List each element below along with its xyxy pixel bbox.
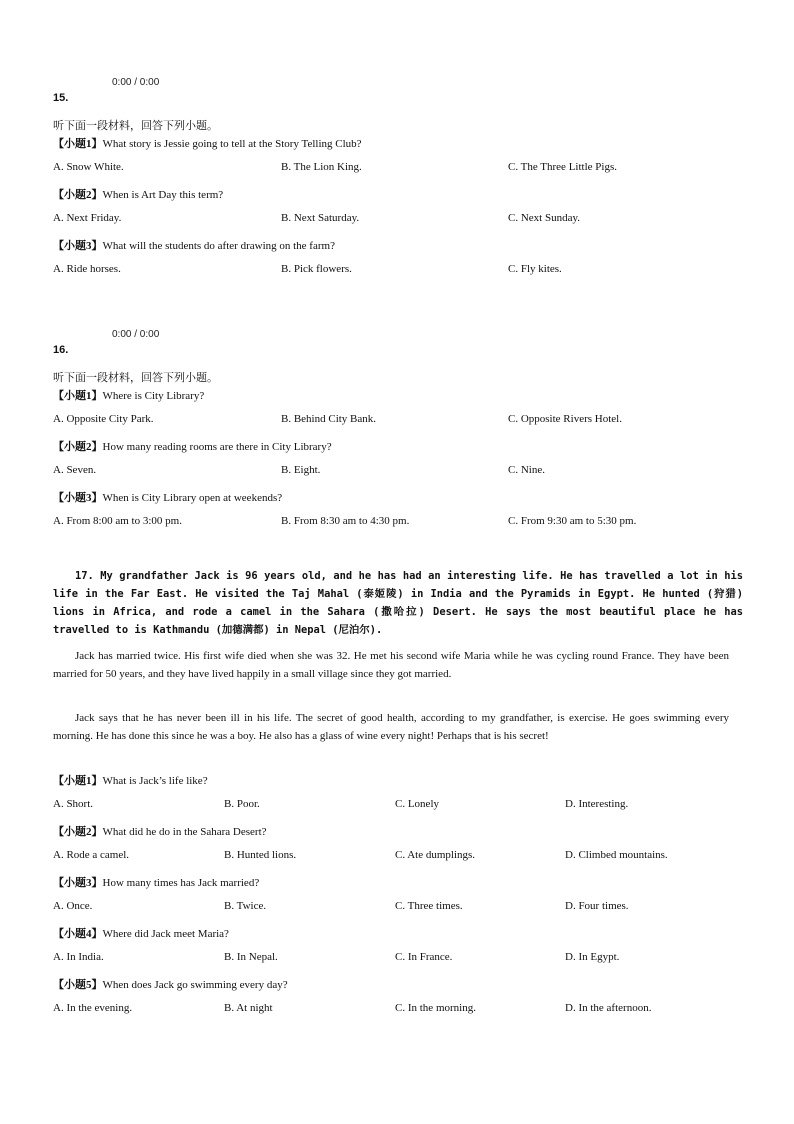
option-a[interactable]: A. Snow White. — [53, 161, 124, 173]
sub-question-text: When is Art Day this term? — [102, 189, 224, 201]
option-b[interactable]: B. The Lion King. — [281, 161, 362, 173]
sub-question-text: When is City Library open at weekends? — [102, 492, 283, 504]
sub-question-text: What is Jack’s life like? — [102, 775, 208, 787]
instruction: 听下面一段材料，回答下列小题。 — [53, 120, 218, 132]
option-c[interactable]: C. From 9:30 am to 5:30 pm. — [508, 515, 637, 527]
sub-question-tag: 【小题2】 — [53, 826, 103, 838]
audio-time: 0:00 / 0:00 — [112, 329, 160, 340]
option-a[interactable]: A. From 8:00 am to 3:00 pm. — [53, 515, 182, 527]
sub-question-text: Where did Jack meet Maria? — [102, 928, 229, 940]
option-d[interactable]: D. In Egypt. — [565, 951, 620, 963]
sub-question — [53, 925, 229, 941]
sub-question-tag: 【小题3】 — [53, 240, 103, 252]
sub-question-tag: 【小题4】 — [53, 928, 103, 940]
option-c[interactable]: C. Three times. — [395, 900, 463, 912]
sub-question-text: When does Jack go swimming every day? — [102, 979, 288, 991]
option-c[interactable]: C. Next Sunday. — [508, 212, 581, 224]
sub-question-tag: 【小题3】 — [53, 877, 103, 889]
option-c[interactable]: C. Nine. — [508, 464, 545, 476]
sub-question-text: How many reading rooms are there in City Library? — [102, 441, 332, 453]
option-c[interactable]: C. In France. — [395, 951, 453, 963]
sub-question-text: How many times has Jack married? — [102, 877, 260, 889]
sub-question-tag: 【小题3】 — [53, 492, 103, 504]
sub-question-text: What story is Jessie going to tell at the Story Telling Club? — [102, 138, 362, 150]
sub-question — [53, 438, 332, 454]
question-number: 15. — [53, 92, 69, 104]
sub-question-tag: 【小题1】 — [53, 775, 103, 787]
option-a[interactable]: A. Short. — [53, 798, 94, 810]
option-b[interactable]: B. Next Saturday. — [281, 212, 360, 224]
sub-question — [53, 823, 267, 839]
sub-question-tag: 【小题2】 — [53, 189, 103, 201]
passage-paragraph-2: Jack has married twice. His first wife died when she was 32. He met his second wife Maria while he was cycling round France. They have been married for 50 years, and they have lived happily in a small village since they got married. — [53, 650, 729, 680]
option-b[interactable]: B. Poor. — [224, 798, 260, 810]
option-c[interactable]: C. Ate dumplings. — [395, 849, 476, 861]
sub-question — [53, 186, 223, 202]
option-a[interactable]: A. Ride horses. — [53, 263, 121, 275]
sub-question — [53, 874, 259, 890]
instruction: 听下面一段材料，回答下列小题。 — [53, 372, 218, 384]
option-d[interactable]: D. Climbed mountains. — [565, 849, 668, 861]
option-a[interactable]: A. Opposite City Park. — [53, 413, 154, 425]
sub-question — [53, 489, 282, 505]
option-b[interactable]: B. At night — [224, 1002, 273, 1014]
option-a[interactable]: A. In India. — [53, 951, 104, 963]
sub-question-tag: 【小题2】 — [53, 441, 103, 453]
sub-question-tag: 【小题5】 — [53, 979, 103, 991]
sub-question-tag: 【小题1】 — [53, 390, 103, 402]
option-c[interactable]: C. Fly kites. — [508, 263, 562, 275]
option-c[interactable]: C. Opposite Rivers Hotel. — [508, 413, 622, 425]
option-a[interactable]: A. Once. — [53, 900, 93, 912]
sub-question-text: What will the students do after drawing on the farm? — [102, 240, 335, 252]
passage-paragraph-1: 17. My grandfather Jack is 96 years old, and he has had an interesting life. He has travelled a lot in his life in the Far East. He visited the Taj Mahal (泰姬陵) in India and the Pyramids in Egypt. He hunted (狩猎) lions in Africa, and rode a camel in the Sahara (撒哈拉) Desert. He says the most beautiful place he has travelled to is Kathmandu (加德满都) in Nepal (尼泊尔). — [53, 570, 743, 636]
option-b[interactable]: B. Behind City Bank. — [281, 413, 377, 425]
option-d[interactable]: D. Four times. — [565, 900, 629, 912]
question-number: 16. — [53, 344, 69, 356]
option-b[interactable]: B. In Nepal. — [224, 951, 278, 963]
option-a[interactable]: A. Seven. — [53, 464, 97, 476]
sub-question — [53, 387, 204, 403]
option-a[interactable]: A. Rode a camel. — [53, 849, 130, 861]
option-b[interactable]: B. Hunted lions. — [224, 849, 297, 861]
sub-question-text: Where is City Library? — [102, 390, 205, 402]
sub-question-text: What did he do in the Sahara Desert? — [102, 826, 267, 838]
option-b[interactable]: B. From 8:30 am to 4:30 pm. — [281, 515, 410, 527]
sub-question-tag: 【小题1】 — [53, 138, 103, 150]
sub-question — [53, 237, 335, 253]
option-c[interactable]: C. In the morning. — [395, 1002, 476, 1014]
option-d[interactable]: D. In the afternoon. — [565, 1002, 652, 1014]
option-b[interactable]: B. Twice. — [224, 900, 267, 912]
option-a[interactable]: A. Next Friday. — [53, 212, 122, 224]
option-b[interactable]: B. Eight. — [281, 464, 321, 476]
option-c[interactable]: C. The Three Little Pigs. — [508, 161, 617, 173]
option-a[interactable]: A. In the evening. — [53, 1002, 133, 1014]
sub-question — [53, 976, 288, 992]
audio-time: 0:00 / 0:00 — [112, 77, 160, 88]
option-d[interactable]: D. Interesting. — [565, 798, 629, 810]
option-b[interactable]: B. Pick flowers. — [281, 263, 352, 275]
sub-question — [53, 135, 362, 151]
sub-question — [53, 772, 208, 788]
option-c[interactable]: C. Lonely — [395, 798, 439, 810]
passage-paragraph-3: Jack says that he has never been ill in his life. The secret of good health, according to my grandfather, is exercise. He goes swimming every morning. He has done this since he was a boy. He also has a glass of wine every night! Perhaps that is his secret! — [53, 712, 729, 742]
